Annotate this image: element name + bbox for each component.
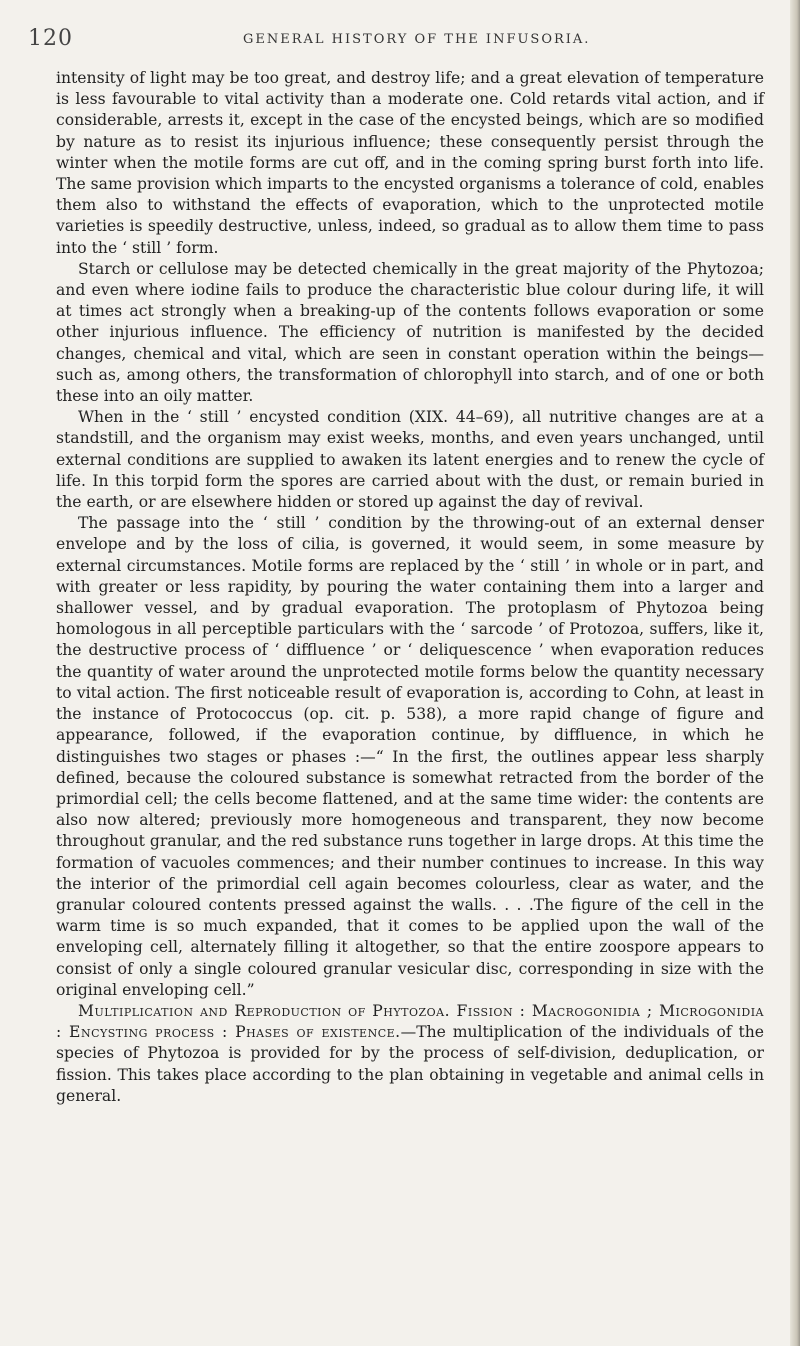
section-heading: Multiplication and Reproduction of Phytozoa. Fission : Macrogonidia ; Microgonidia : Encysting process : Phases of existence.	[56, 1001, 764, 1042]
paragraph: The passage into the ‘ still ’ condition by the throwing-out of an external denser envelope and by the loss of cilia, is governed, it would seem, in some measure by external circumstances. Motile forms are replaced by the ‘ still ’ in whole or in part, and with greater or less rapidity, by pouring the water containing them into a larger and shallower vessel, and by gradual evaporation. The protoplasm of Phytozoa being homologous in all perceptible particulars with the ‘ sarcode ’ of Protozoa, suffers, like it, the destructive process of ‘ diffluence ’ or ‘ deliquescence ’ when evaporation reduces the quantity of water around the unprotected motile forms below the quantity necessary to vital action. The first noticeable result of evaporation is, according to Cohn, at least in the instance of Protococcus (op. cit. p. 538), a more rapid change of figure and appearance, followed, if the evaporation continue, by diffluence, in which he distinguishes two stages or phases :—“ In the first, the outlines appear less sharply defined, because the coloured substance is somewhat retracted from the border of the primordial cell; the cells become flattened, and at the same time wider: the contents are also now altered; previously more homogeneous and transparent, they now become throughout granular, and the red substance runs together in large drops. At this time the formation of vacuoles commences; and their number continues to increase. In this way the interior of the primordial cell again becomes colourless, clear as water, and the granular coloured contents pressed against the walls. . . .The figure of the cell in the warm time is so much expanded, that it comes to be applied upon the wall of the enveloping cell, alternately filling it altogether, so that the entire zoospore appears to consist of only a single coloured granular vesicular disc, corresponding in size with the original enveloping cell.”	[56, 514, 764, 999]
running-title: GENERAL HISTORY OF THE INFUSORIA.	[243, 32, 591, 47]
page-header	[28, 26, 768, 62]
page-edge-shadow	[790, 0, 800, 1346]
section-paragraph	[56, 1001, 764, 1107]
paragraph: Starch or cellulose may be detected chemically in the great majority of the Phytozoa; and even where iodine fails to produce the characteristic blue colour during life, it will at times act strongly when a breaking-up of the contents follows evaporation or some other injurious influence. The efficiency of nutrition is manifested by the decided changes, chemical and vital, which are seen in constant operation within the beings—such as, among others, the transformation of chlorophyll into starch, and of one or both these into an oily matter.	[56, 259, 764, 406]
paragraph: intensity of light may be too great, and destroy life; and a great elevation of temperature is less favourable to vital activity than a moderate one. Cold retards vital action, and if considerable, arrests it, except in the case of the encysted beings, which are so modified by nature as to resist its injurious influence; these consequently persist through the winter when the motile forms are cut off, and in the coming spring burst forth into life. The same provision which imparts to the encysted organisms a tolerance of cold, enables them also to withstand the effects of evaporation, which to the unprotected motile varieties is speedily destructive, unless, indeed, so gradual as to allow them time to pass into the ‘ still ’ form.	[56, 69, 764, 257]
section-text: —The multiplication of the individuals of the species of Phytozoa is provided for by the process of self-division, deduplication, or fission. This takes place according to the plan obtaining in vegetable and animal cells in general.	[56, 1023, 764, 1105]
paragraph: When in the ‘ still ’ encysted condition (XIX. 44–69), all nutritive changes are at a standstill, and the organism may exist weeks, months, and even years unchanged, until external conditions are supplied to awaken its latent energies and to renew the cycle of life. In this torpid form the spores are carried about with the dust, or remain buried in the earth, or are elsewhere hidden or stored up against the day of revival.	[56, 408, 764, 512]
body-text	[56, 68, 764, 1107]
page-number: 120	[28, 26, 73, 51]
